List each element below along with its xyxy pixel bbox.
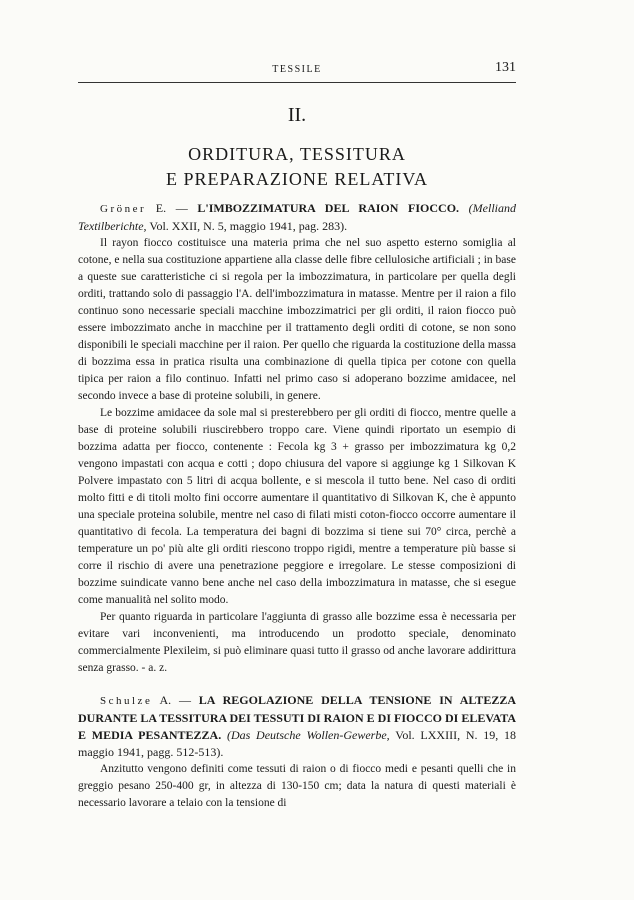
entry-1-initial: E. — [146,201,198,215]
entry-2-source-details: Vol. LXXIII, N. 19, 18 maggio 1941, pagg. 512-513). [78,728,516,759]
entry-1-title: L'IMBOZZIMATURA DEL RAION FIOCCO. [197,201,460,215]
entry-2-paragraph-1: Anzitutto vengono definiti come tessuti di raion o di fiocco medi e pesanti quelli che in greggio pesano 250-400 gr, in altezza di 130-150 cm; data la natura di questi materiali è necessario lavorare a telaio con la tensione di [78,763,516,809]
entry-2-title: LA REGOLAZIONE DELLA TENSIONE IN ALTEZZA DURANTE LA TESSITURA DEI TESSUTI DI RAION E DI FIOCCO DI ELEVATA E MEDIA PESANTEZZA. [78,693,517,742]
running-head-title: TESSILE [272,64,322,75]
chapter-title [78,142,516,192]
entry-1-paragraph-3: Per quanto riguarda in particolare l'aggiunta di grasso alle bozzime essa è necessaria per evitare vari inconvenienti, ma introducendo un prodotto speciale, denominato commercialmente Plexileim, si può eliminare quasi tutto il grasso od anche lavorare addirittura senza grasso. - a. z. [78,611,516,674]
chapter-number: II. [287,104,307,126]
entry-2-source-journal: (Das Deutsche Wollen-Gewerbe, [221,728,390,742]
entry-1-source-journal: (Melliand Textilberichte, [78,201,516,233]
abstract-entry-1 [78,200,516,677]
entry-1-paragraph-2: Le bozzime amidacee da sole mal si presterebbero per gli orditi di fiocco, mentre quelle a base di proteine solubili riuscirebbero troppo care. Viene quindi riportato un esempio di bozzima adatta per fiocco, contenente : Fecola kg 3 + grasso per imbozzimatura kg 0,2 vengono impastati con acqua e cotti ; dopo chiusura del vapore si aggiunge kg 1 Silkovan K Polvere impastato con 5 litri di acqua bollente, e si mescola il tutto bene. Nel caso di orditi molto fitti e di titoli molto fini occorre aumentare il quantitativo di Silkovan K, che è appunto una speciale proteina solubile, mentre nel caso di filati misti coton-fiocco occorre aumentare il quantitativo di fecola. La temperatura dei bagni di bozzima si tiene sui 70° circa, perchè a temperature un po' più alte gli orditi riescono troppo rigidi, mentre a temperature più basse si corre il rischio di avere una penetrazione peggiore e irregolare. Le stesse composizioni di bozzime suindicate vanno bene anche nel caso della imbozzimatura in matasse, che si esegue come manualità nel solito modo. [78,407,516,606]
entry-2-heading [78,692,516,761]
entry-1-author: Gröner [100,203,147,215]
entry-2-author: Schulze [100,695,153,707]
chapter-title-line-2: E PREPARAZIONE RELATIVA [165,169,429,189]
entry-1-paragraph-1: Il rayon fiocco costituisce una materia prima che nel suo aspetto esterno somiglia al cotone, e nella sua costituzione appartiene alla classe delle fibre cellulosiche artificiali ; in base a queste sue caratteristiche ci si regola per la imbozzimatura, in particolare per quella degli orditi, trattando solo di passaggio l'A. dell'imbozzimatura in matasse. Mentre per il raion a filo continuo sono necessarie speciali macchine imbozzimatrici per gli orditi, il raion fiocco può essere imbozzimato anche in macchine per il trattamento degli orditi di cotone, se non sono disponibili le speciali macchine per il raion. Per quello che riguarda la costituzione della massa di bozzima essa in pratica risulta una combinazione di quella tipica per cotone con quella tipica per raion a filo continuo. Infatti nel primo caso si adoperano bozzime amidacee, nel secondo invece a base di proteine solubili, in genere. [78,237,516,402]
entry-2-initial: A. — [152,693,199,707]
abstract-entry-2 [78,692,516,812]
entry-1-heading [78,200,516,235]
chapter-title-line-1: ORDITURA, TESSITURA [188,144,406,164]
running-head [78,60,516,83]
entry-1-source-details: Vol. XXII, N. 5, maggio 1941, pag. 283). [146,219,348,233]
page-number: 131 [495,60,516,75]
